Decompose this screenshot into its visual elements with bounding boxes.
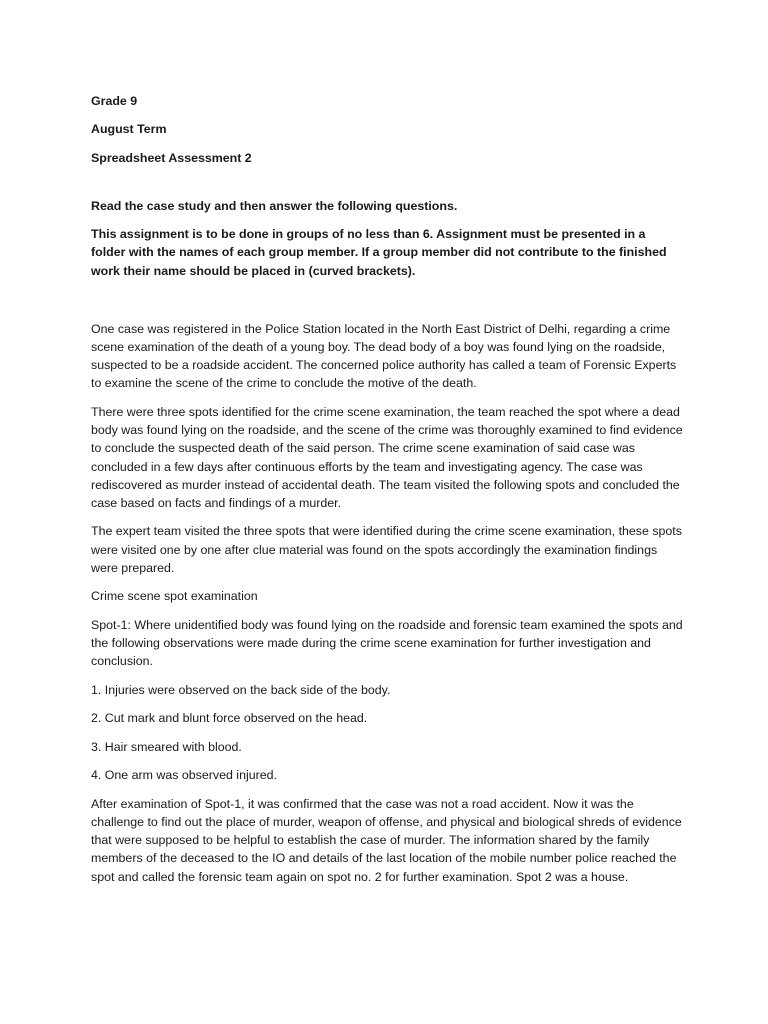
- term-heading: August Term: [91, 122, 167, 137]
- observation-item-2: 2. Cut mark and blunt force observed on the head.: [91, 711, 368, 726]
- read-instruction: Read the case study and then answer the following questions.: [91, 198, 458, 213]
- case-study-body: [91, 320, 683, 886]
- grade-heading: Grade 9: [91, 94, 138, 108]
- observation-item-1: 1. Injuries were observed on the back side of the body.: [91, 682, 391, 697]
- assessment-heading: Spreadsheet Assessment 2: [91, 150, 252, 165]
- observation-item-3: 3. Hair smeared with blood.: [91, 739, 242, 754]
- case-paragraph-spots: There were three spots identified for the crime scene examination, the team reached the spot where a dead body was found lying on the roadside, and the scene of the crime was thoroughly examined to find evidence to conclude the suspected death of the said person. The crime scene examination of said case was concluded in a few days after continuous efforts by the team and investigating agency. The case was rediscovered as murder instead of accidental death. The team visited the following spots and concluded the case based on facts and findings of a murder.: [91, 404, 683, 510]
- section-label-spot-examination: Crime scene spot examination: [91, 589, 258, 604]
- observation-item-4: 4. One arm was observed injured.: [91, 768, 277, 783]
- group-instruction: This assignment is to be done in groups of no less than 6. Assignment must be presented in a folder with the names of each group member. If a group member did not contribute to the finished work their name should be placed in (curved brackets).: [91, 227, 667, 278]
- case-paragraph-after-spot-1: After examination of Spot-1, it was confirmed that the case was not a road accident. Now it was the challenge to find out the place of murder, weapon of offense, and physical and biological shreds of evidence that were supposed to be helpful to establish the case of murder. The information shared by the family members of the deceased to the IO and details of the last location of the mobile number police reached the spot and called the forensic team again on spot no. 2 for further examination. Spot 2 was a house.: [91, 796, 682, 884]
- document-page: [91, 92, 683, 896]
- case-paragraph-intro: One case was registered in the Police Station located in the North East District of Delhi, regarding a crime scene examination of the death of a young boy. The dead body of a boy was found lying on the roadside, suspected to be a roadside accident. The concerned police authority has called a team of Forensic Experts to examine the scene of the crime to conclude the motive of the death.: [91, 321, 677, 391]
- case-paragraph-expert-team: The expert team visited the three spots that were identified during the crime scene examination, these spots were visited one by one after clue material was found on the spots accordingly the examination findings were prepared.: [91, 524, 682, 575]
- case-paragraph-spot-1: Spot-1: Where unidentified body was found lying on the roadside and forensic team examined the spots and the following observations were made during the crime scene examination for further investigation and conclusion.: [91, 617, 683, 669]
